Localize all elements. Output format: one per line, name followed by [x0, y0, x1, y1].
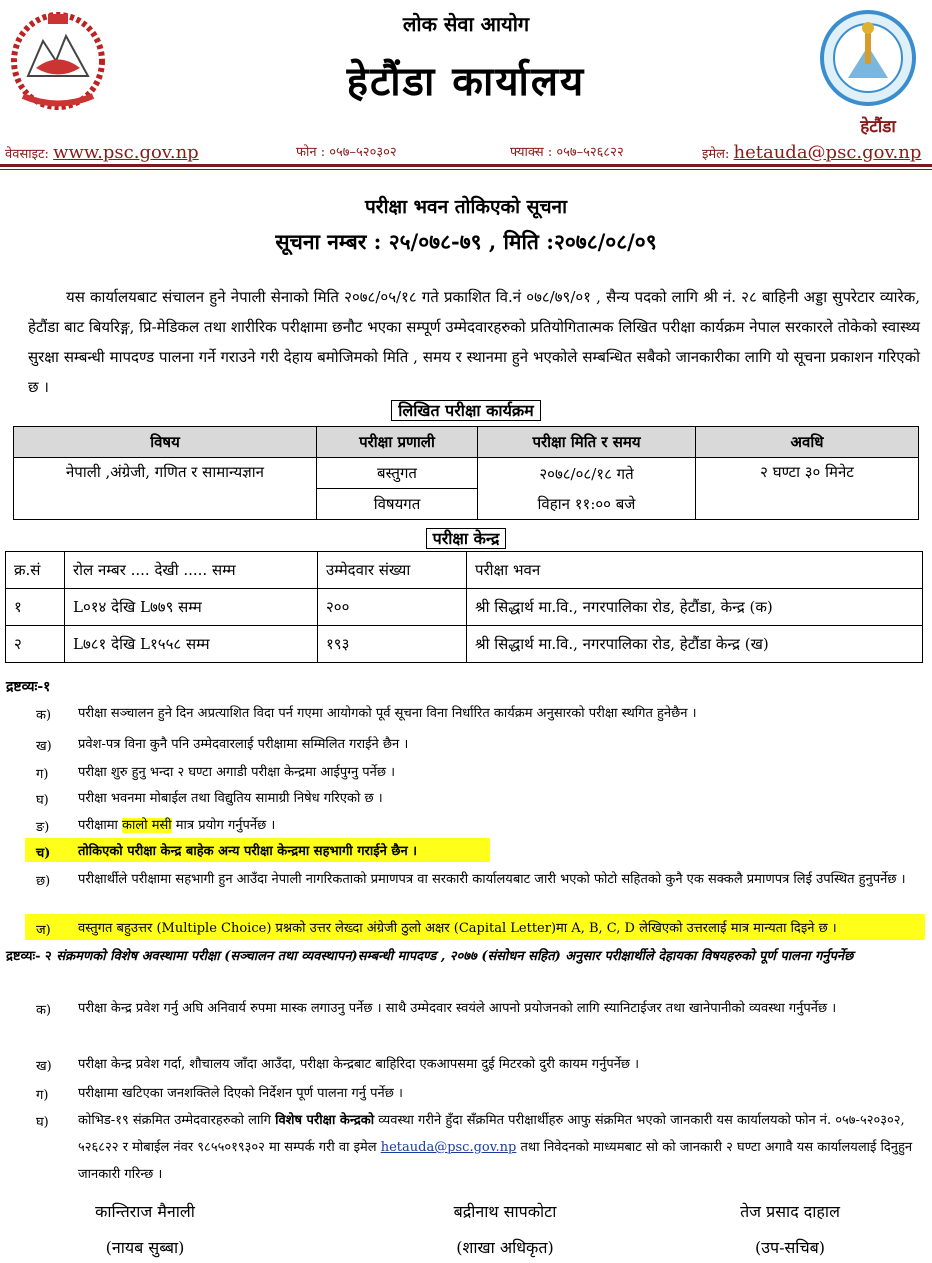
phone-label: फोन :: [296, 145, 326, 160]
signatory-2: [405, 1200, 605, 1258]
note-text: परीक्षा सञ्चालन हुने दिन अप्रत्याशित विदा पर्न गएमा आयोगको पूर्व सूचना विना निर्धारित कार्यक्रम अनुसारको परीक्षा स्थगित हुनेछैन ।: [78, 706, 697, 721]
signatory-name: कान्तिराज मैनाली: [95, 1202, 195, 1221]
note-text-pre: कोभिड-१९ संक्रमित उम्मेदवारहरुको लागि: [78, 1113, 276, 1128]
phone-number: ०५७–५२०३०२: [329, 145, 397, 160]
row-sn: २: [6, 626, 65, 663]
note-text: परीक्षा केन्द्र प्रवेश गर्दा, शौचालय जाँदा आउँदा, परीक्षा केन्द्रबाट बाहिरिदा एकआपसमा दुई मिटरको दुरी कायम गर्नुपर्नेछ ।: [78, 1057, 640, 1072]
exam-datetime: [478, 458, 696, 520]
note-text: परीक्षामा खटिएका जनशक्तिले दिएको निर्देशन पूर्ण पालना गर्नु पर्नेछ ।: [78, 1086, 403, 1101]
notes2-heading-prefix: द्रष्टव्यः- २: [6, 949, 57, 964]
note-label: ज): [36, 923, 51, 938]
note-text: परीक्षार्थीले परीक्षामा सहभागी हुन आउँदा नेपाली नागरिकताको प्रमाणपत्र वा सरकारी कार्यालयबाट जारी भएको फोटो सहितको कुनै एक सक्कलै प्रमाणपत्र लिई उपस्थित हुनुपर्नेछ ।: [78, 872, 906, 887]
note-text: परीक्षा भवनमा मोबाईल तथा विद्युतिय सामाग्री निषेध गरिएको छ ।: [78, 791, 383, 806]
notes2-heading: [6, 945, 924, 969]
psc-logo-icon: [818, 6, 918, 112]
email-link-inline[interactable]: hetauda@psc.gov.np: [380, 1140, 517, 1155]
col-count: उम्मेदवार संख्या: [318, 552, 467, 589]
col-duration: अवधि: [696, 427, 919, 458]
notice-body: [28, 282, 920, 402]
organization-name: लोक सेवा आयोग: [402, 12, 530, 36]
exam-system-subjective: विषयगत: [317, 489, 478, 520]
exam-date: २०७८/०८/१८ गते: [539, 464, 634, 483]
table-row: [6, 626, 923, 663]
signatory-name: तेज प्रसाद दाहाल: [740, 1202, 840, 1221]
signatory-title: (उप-सचिब): [754, 1238, 825, 1257]
email-link[interactable]: hetauda@psc.gov.np: [733, 142, 922, 163]
signatory-3: [690, 1200, 890, 1258]
note-text: तोकिएको परीक्षा केन्द्र बाहेक अन्य परीक्षा केन्द्रमा सहभागी गराईने छैन ।: [78, 844, 418, 859]
exam-subject: नेपाली ,अंग्रेजी, गणित र सामान्यज्ञान: [14, 458, 317, 520]
website-link[interactable]: www.psc.gov.np: [53, 142, 199, 163]
note-label: ख): [36, 1059, 52, 1074]
note-label: च): [36, 846, 51, 861]
highlight-black-ink: कालो मसी: [122, 818, 172, 833]
col-sn: क्र.सं: [6, 552, 65, 589]
exam-system-objective: बस्तुगत: [317, 458, 478, 489]
table-row: [6, 589, 923, 626]
note-text: परीक्षा केन्द्र प्रवेश गर्नु अघि अनिवार्य रुपमा मास्क लगाउनु पर्नेछ । साथै उम्मेदवार स्वयंले आपनो प्रयोजनको लागि स्यानिटाईजर तथा खानेपानीको व्यवस्था गर्नुपर्नेछ ।: [78, 1001, 837, 1016]
notes1-heading: द्रष्टव्यः-१: [6, 679, 51, 695]
row-roll: L०१४ देखि L७७९ सम्म: [65, 589, 318, 626]
col-date: परीक्षा मिति र समय: [478, 427, 696, 458]
signatory-name: बद्रीनाथ सापकोटा: [453, 1202, 557, 1221]
signatory-1: [45, 1200, 245, 1258]
note-text: [78, 812, 923, 839]
header-rule: [0, 164, 932, 167]
notice-number: सूचना नम्बर : २५/०७८-७९ , मिति :२०७८/०८/०९: [275, 229, 657, 254]
notice-body-text: यस कार्यालयबाट संचालन हुने नेपाली सेनाको मिति २०७८/०५/१८ गते प्रकाशित वि.नं ०७८/७९/०१ , सैन्य पदको लागि श्री नं. २८ बाहिनी अड्डा सुपरेटार व्यारेक, हेटौंडा बाट बियरिङ्ग, प्रि-मेडिकल तथा शारीरिक परीक्षामा छनौट भएका सम्पूर्ण उम्मेदवारहरुको प्रतियोगितात्मक लिखित परीक्षा कार्यक्रम नेपाल सरकारले तोकेको स्वास्थ्य सुरक्षा सम्बन्धी मापदण्ड पालना गर्ने गराउने गरी देहाय बमोजिमको मिति , समय र स्थानमा हुने भएकोले सम्बन्धित सबैको जानकारीका लागि यो सूचना प्रकाशन गरिएको छ ।: [28, 288, 920, 396]
fax-label: फ्याक्स :: [510, 145, 553, 160]
email-label: इमेल:: [702, 147, 730, 162]
note-text-post: तथा निवेदनको माध्यमबाट सो को जानकारी २ घण्टा अगावै यस कार्यालयलाई दिनुहुन जानकारी गरिन्छ ।: [78, 1140, 913, 1182]
note-label: ग): [36, 767, 49, 782]
note-text: [78, 1107, 923, 1188]
notice-title: परीक्षा भवन तोकिएको सूचना: [365, 196, 567, 218]
note-label: ख): [36, 739, 52, 754]
note-label: घ): [36, 1115, 49, 1130]
col-subject: विषय: [14, 427, 317, 458]
written-exam-heading: लिखित परीक्षा कार्यक्रम: [391, 400, 540, 421]
email-line: [702, 142, 921, 163]
phone-line: [296, 142, 397, 160]
note-label: ङ): [36, 820, 50, 835]
note-text-mid: व्यवस्था गरीने हुँदा सँक्रमित परीक्षार्थीहरु आफु संक्रमित भएको जानकारी यस कार्यालयको फोन नं. ०५७-५२०३०२, ५२६८२२ र मोबाईल नंवर ९८५५०१९३०२ मा सम्पर्क गरी वा इमेल: [78, 1113, 905, 1155]
row-venue: श्री सिद्धार्थ मा.वि., नगरपालिका रोड, हेटौंडा केन्द्र (ख): [467, 626, 923, 663]
note-label: छ): [36, 874, 51, 889]
website-label: वेवसाइट:: [5, 147, 49, 162]
fax-number: ०५७–५२६८२२: [556, 145, 624, 160]
exam-center-heading: परीक्षा केन्द्र: [426, 528, 507, 549]
fax-line: [510, 142, 624, 160]
note-text-post: मात्र प्रयोग गर्नुपर्नेछ ।: [171, 818, 276, 833]
note-text: प्रवेश-पत्र विना कुनै पनि उम्मेदवारलाई परीक्षामा सम्मिलित गराईने छैन ।: [78, 737, 409, 752]
col-system: परीक्षा प्रणाली: [317, 427, 478, 458]
row-roll: L७८१ देखि L१५५८ सम्म: [65, 626, 318, 663]
office-name: हेटौंडा कार्यालय: [346, 58, 586, 105]
exam-duration: २ घण्टा ३० मिनेट: [696, 458, 919, 520]
note-text-pre: परीक्षामा: [78, 818, 123, 833]
note-text-bold: विशेष परीक्षा केन्द्रको: [275, 1113, 375, 1128]
signatory-title: (शाखा अधिकृत): [456, 1238, 554, 1257]
note-text: परीक्षा शुरु हुनु भन्दा २ घण्टा अगाडी परीक्षा केन्द्रमा आईपुग्नु पर्नेछ ।: [78, 765, 396, 780]
note-label: क): [36, 1003, 52, 1018]
col-roll: रोल नम्बर .... देखी ..... सम्म: [65, 552, 318, 589]
exam-center-table: [5, 551, 923, 663]
written-exam-table: [13, 426, 919, 520]
exam-time: विहान ११:०० बजे: [537, 494, 636, 513]
row-venue: श्री सिद्धार्थ मा.वि., नगरपालिका रोड, हेटौंडा, केन्द्र (क): [467, 589, 923, 626]
row-count: २००: [318, 589, 467, 626]
website-line: [5, 142, 199, 163]
col-venue: परीक्षा भवन: [467, 552, 923, 589]
psc-logo-label: हेटौंडा: [860, 117, 896, 137]
note-label: ग): [36, 1088, 49, 1103]
row-count: १९३: [318, 626, 467, 663]
note-text: वस्तुगत बहुउत्तर (Multiple Choice) प्रश्नको उत्तर लेख्दा अंग्रेजी ठुलो अक्षर (Capital Letter)मा A, B, C, D लेखिएको उत्तरलाई मात्र मान्यता दिइने छ ।: [78, 921, 837, 936]
notes2-heading-text: संक्रमणको विशेष अवस्थामा परीक्षा (सञ्चालन तथा व्यवस्थापन)सम्बन्धी मापदण्ड , २०७७ (संसोधन सहित) अनुसार परीक्षार्थीले देहायका विषयहरुको पूर्ण पालना गर्नुपर्नेछ: [56, 949, 854, 964]
signatory-title: (नायब सुब्बा): [105, 1238, 185, 1257]
row-sn: १: [6, 589, 65, 626]
note-label: क): [36, 708, 52, 723]
header-rule-thin: [0, 169, 932, 170]
note-label: घ): [36, 793, 49, 808]
